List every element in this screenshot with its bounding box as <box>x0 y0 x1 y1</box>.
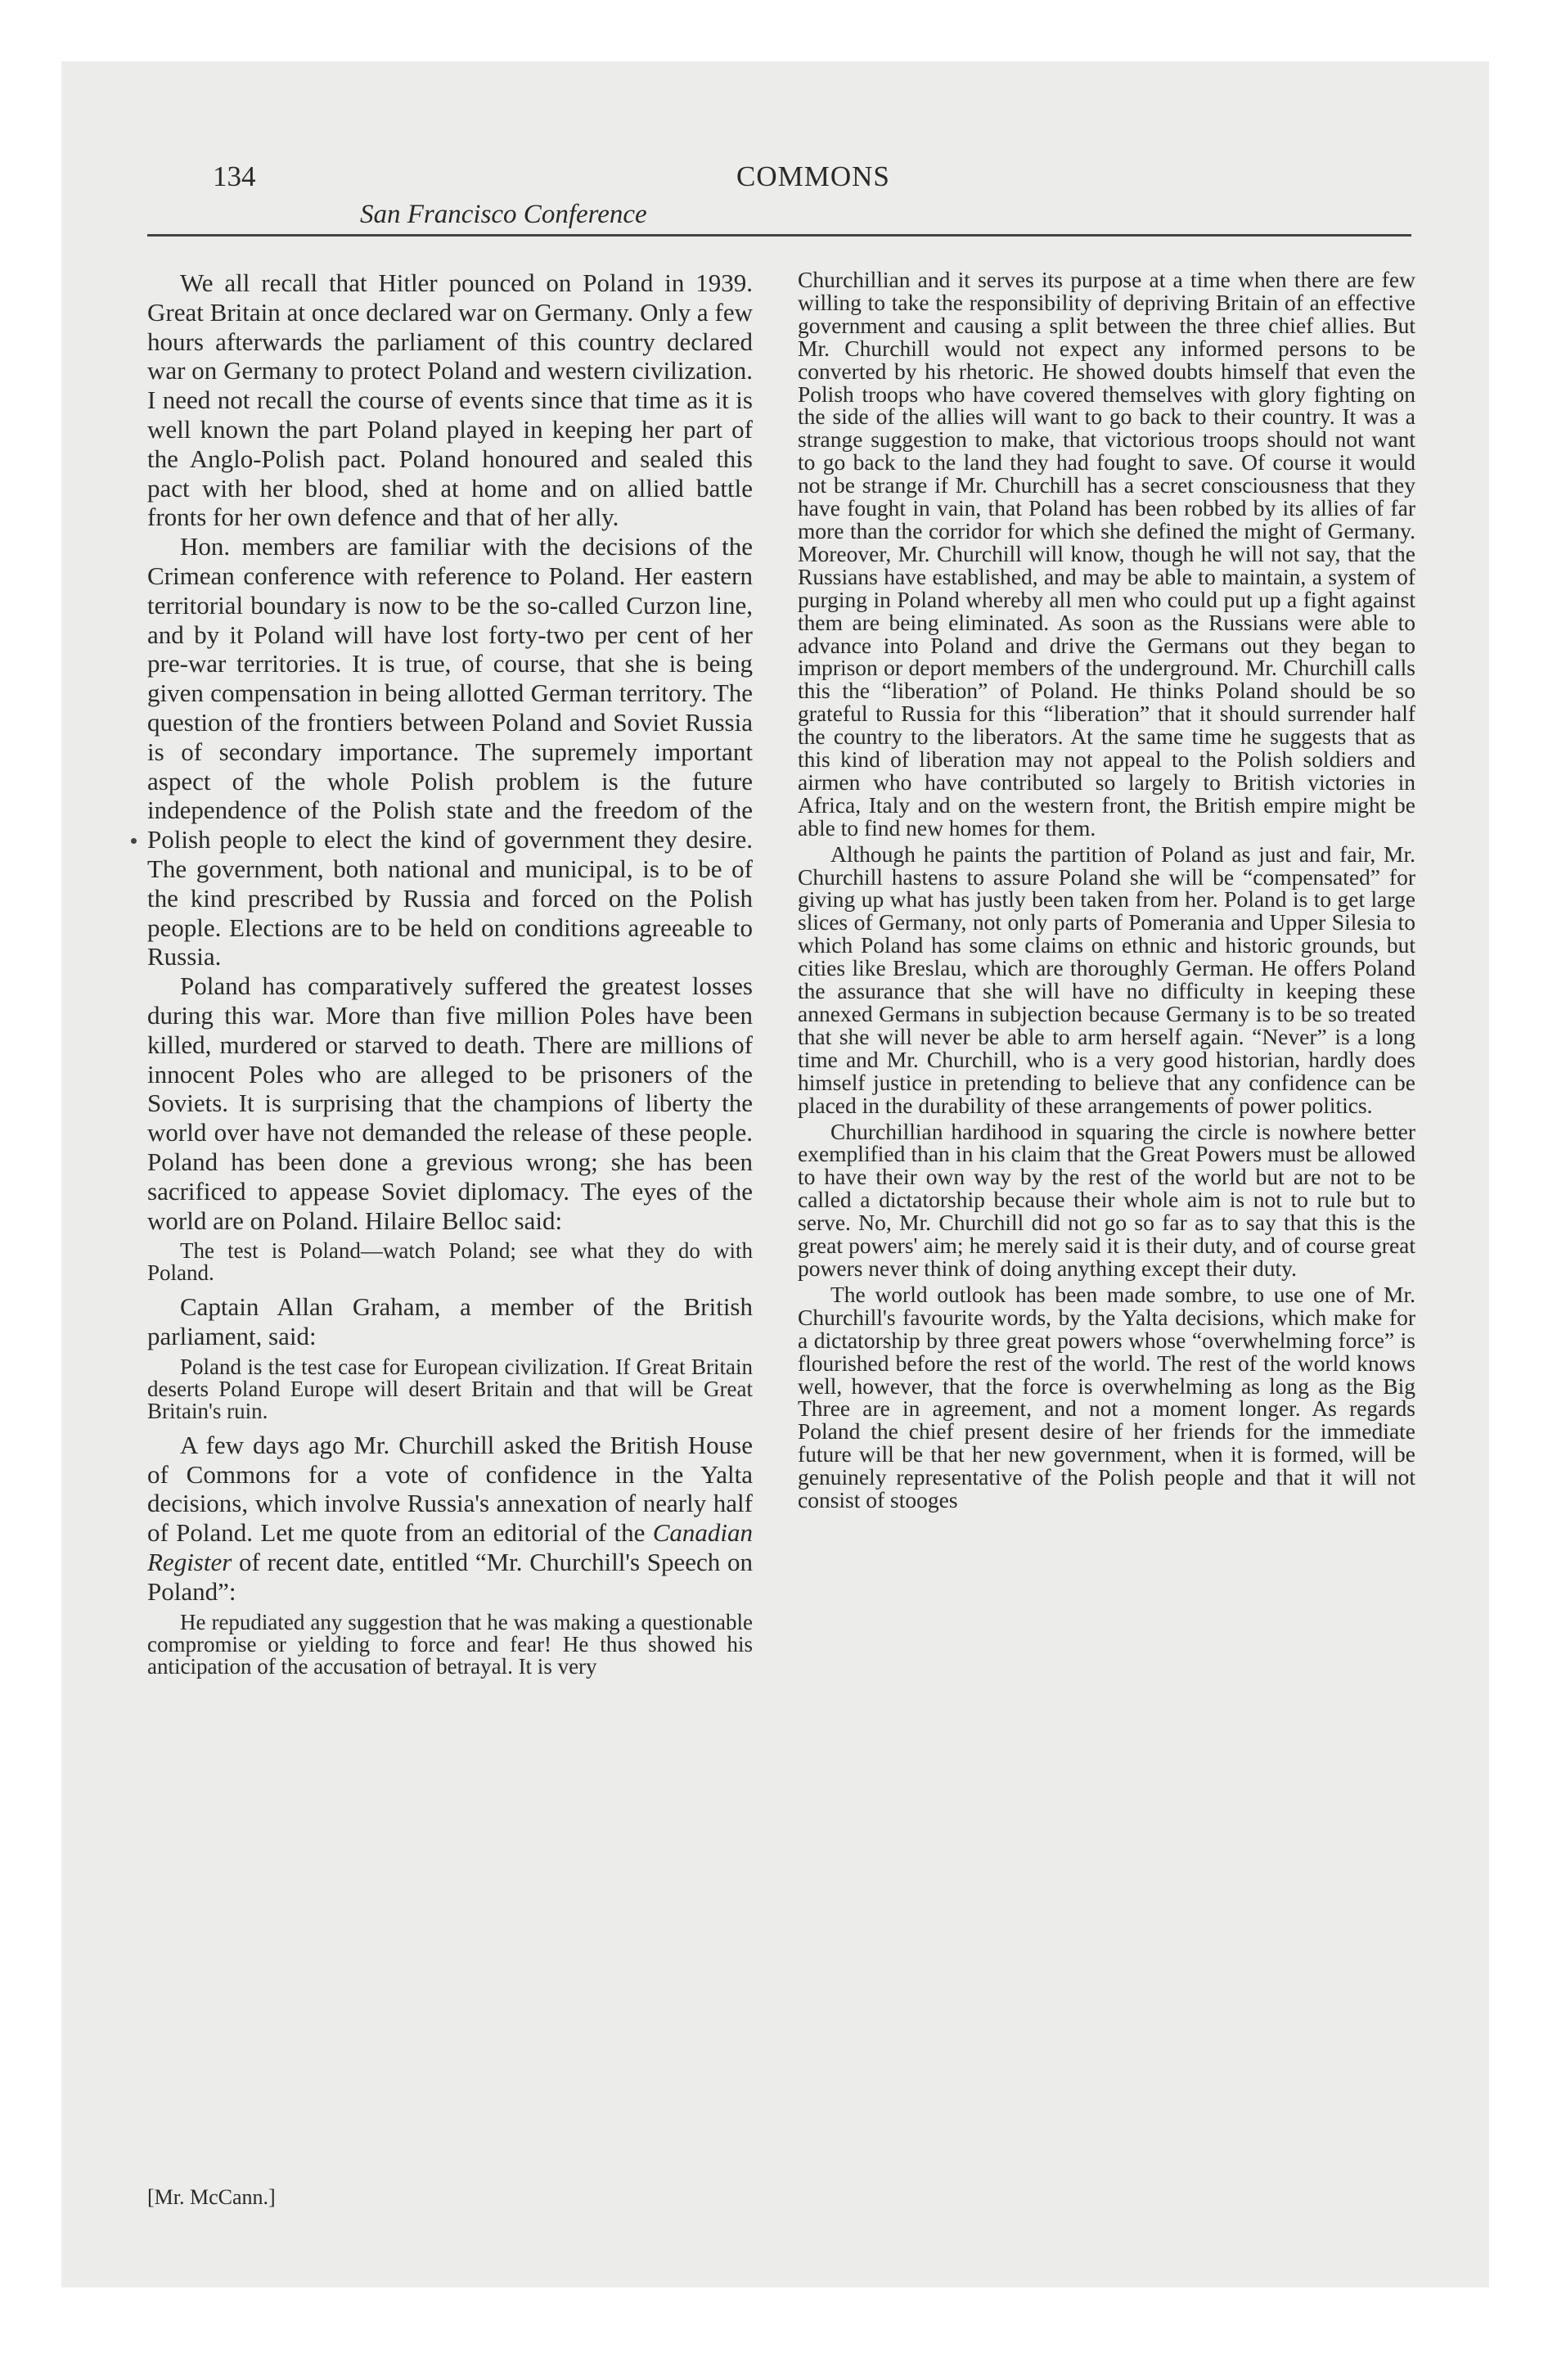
speaker-attribution: [Mr. McCann.] <box>147 2185 276 2209</box>
paragraph: Churchillian and it serves its purpose at a time when there are few willing to take the responsibility of depriving Britain of an effective government and causing a split between the three chief allies. But Mr. Churchill would not expect any informed persons to be converted by his rhetoric. He showed doubts himself that even the Polish troops who have covered themselves with glory fighting on the side of the allies will want to go back to their country. It was a strange suggestion to make, that victorious troops should not want to go back to the land they had fought to save. Of course it would not be strange if Mr. Churchill has a secret consciousness that they have fought in vain, that Poland has been robbed by its allies of far more than the corridor for which she defined the might of Germany. Moreover, Mr. Churchill will know, though he will not say, that the Russians have established, and may be able to maintain, a system of purging in Poland whereby all men who could put up a fight against them are being eliminated. As soon as the Russians were able to advance into Poland and drive the Germans out they began to imprison or deport members of the underground. Mr. Churchill calls this the “liberation” of Poland. He thinks Poland should be so grateful to Russia for this “liberation” that it should surrender half the country to the liberators. At the same time he suggests that as this kind of liberation may not appeal to the Polish soldiers and airmen who have contributed so largely to British victories in Africa, Italy and on the western front, the British empire might be able to find new homes for them. <box>798 267 1415 841</box>
quotation: The test is Poland—watch Poland; see what they do with Poland. <box>147 1238 753 1286</box>
paragraph: Poland has comparatively suffered the greatest losses during this war. More than five million Poles have been killed, murdered or starved to death. There are millions of innocent Poles who are alleged to be prisoners of the Soviets. It is surprising that the champions of liberty the world over have not demanded the release of these people. Poland has been done a grevious wrong; she has been sacrificed to appease Soviet diplomacy. The eyes of the world are on Poland. Hilaire Belloc said: <box>147 971 753 1235</box>
left-column <box>147 268 753 1686</box>
paragraph: Hon. members are familiar with the decisions of the Crimean conference with reference to Poland. Her eastern territorial boundary is now to be the so-called Curzon line, and by it Poland will have lost forty-two per cent of her pre-war territories. It is true, of course, that she is being given compensation in being allotted German territory. The question of the frontiers between Poland and Soviet Russia is of secondary importance. The supremely important aspect of the whole Polish problem is the future independence of the Polish state and the freedom of the Polish people to elect the kind of government they desire. The government, both national and municipal, is to be of the kind prescribed by Russia and forced on the Polish people. Elections are to be held on conditions agreeable to Russia. <box>147 532 753 971</box>
quotation: Poland is the test case for European civilization. If Great Britain deserts Poland Europe will desert Britain and that will be Great Britain's ruin. <box>147 1354 753 1423</box>
paragraph <box>147 1431 753 1607</box>
text-run: of recent date, entitled “Mr. Churchill's Speech on Poland”: <box>147 1548 753 1606</box>
paragraph: Churchillian hardihood in squaring the circle is nowhere better exemplified than in his claim that the Great Powers must be allowed to have their own way by the rest of the world but are not to be called a dictatorship because their whole aim is not to rule but to serve. No, Mr. Churchill did not go so far as to say that this is the great powers' aim; he merely said it is their duty, and of course great powers never think of doing anything except their duty. <box>798 1118 1415 1281</box>
running-subtitle: San Francisco Conference <box>360 200 647 229</box>
paragraph: The world outlook has been made sombre, to use one of Mr. Churchill's favourite words, by the Yalta decisions, which make for a dictatorship by three great powers whose “overwhelming force” is flourished before the rest of the world. The rest of the world knows well, however, that the force is overwhelming as long as the Big Three are in agreement, and not a moment longer. As regards Poland the chief present desire of her friends for the immediate future will be that her new government, when it is formed, will be genuinely representative of the Polish people and that it will not consist of stooges <box>798 1281 1415 1513</box>
page-header <box>147 160 1411 234</box>
running-title: COMMONS <box>736 160 890 192</box>
publication-title: Canadian Register <box>147 1518 753 1577</box>
text-run: A few days ago Mr. Churchill asked the British House of Commons for a vote of confidence in the Yalta decisions, which involve Russia's annexation of nearly half of Poland. Let me quote from an editorial of the <box>147 1430 753 1548</box>
paragraph: Captain Allan Graham, a member of the British parliament, said: <box>147 1292 753 1351</box>
right-column <box>798 268 1415 1515</box>
header-rule <box>147 234 1411 237</box>
paragraph: Although he paints the partition of Poland as just and fair, Mr. Churchill hastens to assure Poland she will be “compensated” for giving up what has justly been taken from her. Poland is to get large slices of Germany, not only parts of Pomerania and Upper Silesia to which Poland has some claims on ethnic and historic grounds, but cities like Breslau, which are thoroughly German. He offers Poland the assurance that she will have no difficulty in keeping these annexed Germans in subjection because Germany is to be so treated that she will never be able to arm herself again. “Never” is a long time and Mr. Churchill, who is a very good historian, hardly does himself justice in pretending to believe that any confidence can be placed in the durability of these arrangements of power politics. <box>798 841 1415 1118</box>
page-number: 134 <box>213 160 256 192</box>
paragraph: We all recall that Hitler pounced on Poland in 1939. Great Britain at once declared war on Germany. Only a few hours afterwards the parliament of this country declared war on Germany to protect Poland and western civilization. I need not recall the course of events since that time as it is well known the part Poland played in keeping her part of the Anglo-Polish pact. Poland honoured and sealed this pact with her blood, shed at home and on allied battle fronts for her own defence and that of her ally. <box>147 268 753 532</box>
quotation: He repudiated any suggestion that he was making a questionable compromise or yielding to force and fear! He thus showed his anticipation of the accusation of betrayal. It is very <box>147 1609 753 1679</box>
margin-dot <box>131 838 137 844</box>
